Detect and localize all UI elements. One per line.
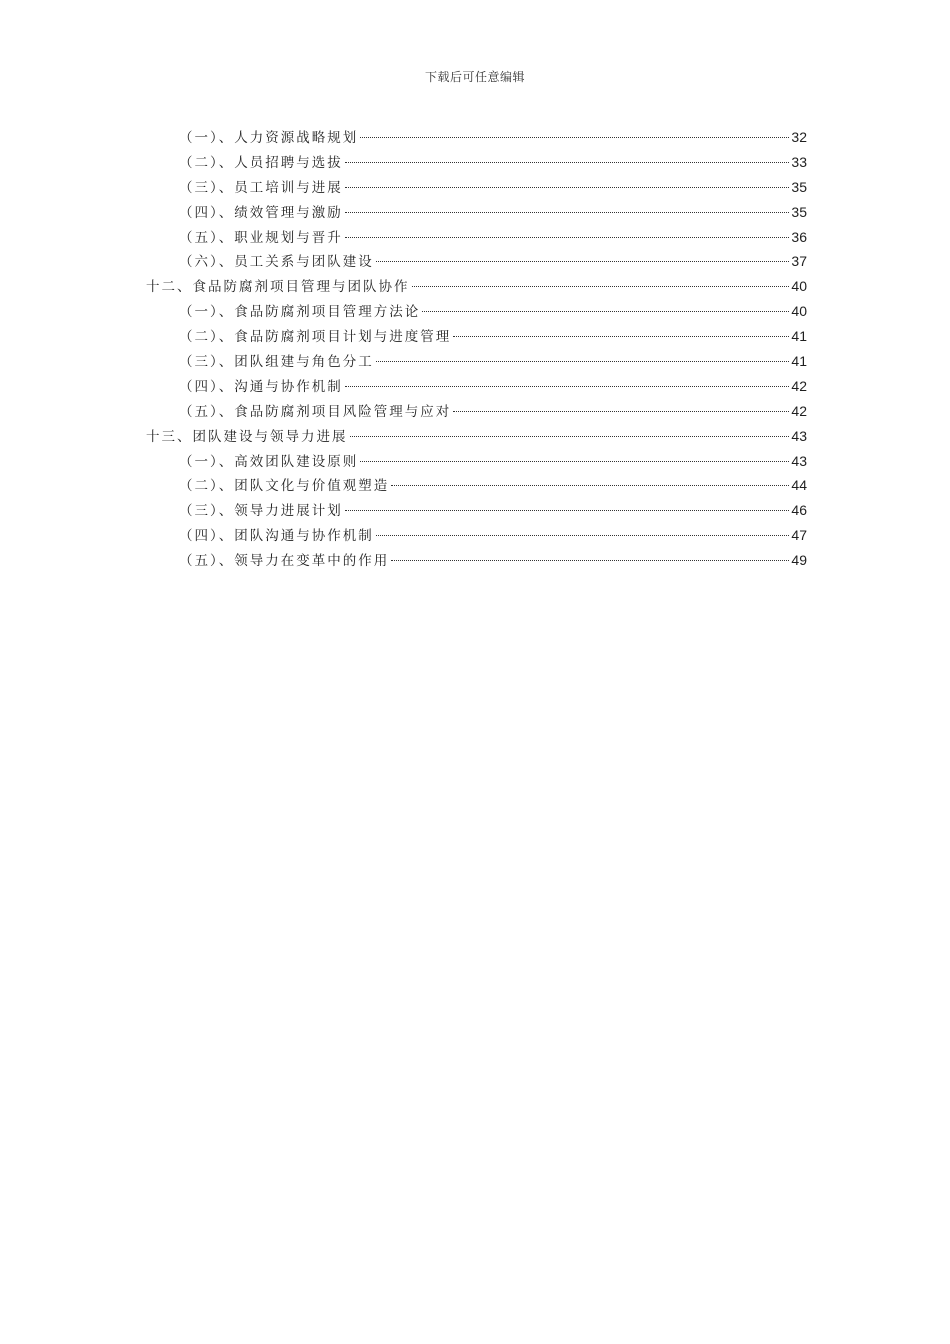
toc-entry[interactable] [146,349,807,374]
toc-entry[interactable] [146,249,807,274]
toc-entry-title: （五）、领导力在变革中的作用 [179,553,390,570]
toc-entry-title: （二）、团队文化与价值观塑造 [179,478,390,495]
toc-entry[interactable] [146,150,807,175]
toc-dot-leader [360,461,789,462]
toc-dot-leader [345,162,790,163]
toc-entry-page: 36 [791,228,807,245]
toc-entry-title: （三）、领导力进展计划 [179,503,343,520]
toc-dot-leader [350,436,790,437]
toc-entry-title: （一）、人力资源战略规划 [179,130,359,146]
toc-entry-page: 46 [791,502,807,519]
toc-entry[interactable] [146,548,807,573]
toc-entry[interactable] [146,324,807,349]
toc-dot-leader [376,361,790,362]
toc-entry[interactable] [146,125,807,150]
toc-entry-title: （五）、食品防腐剂项目风险管理与应对 [179,403,452,420]
toc-entry-title: （一）、食品防腐剂项目管理方法论 [179,304,421,321]
toc-entry[interactable] [146,399,807,424]
toc-entry-page: 43 [791,452,807,469]
toc-entry-title: 十三、团队建设与领导力进展 [146,428,348,445]
toc-entry[interactable] [146,449,807,474]
toc-chapter-entry[interactable] [146,274,807,299]
toc-entry-title: （四）、团队沟通与协作机制 [179,528,374,545]
toc-entry-title: （二）、人员招聘与选拔 [179,154,343,171]
toc-dot-leader [412,286,790,287]
toc-entry-page: 42 [791,402,807,419]
toc-entry-page: 37 [791,253,807,270]
toc-entry[interactable] [146,498,807,523]
toc-dot-leader [391,560,789,561]
toc-entry-page: 33 [791,153,807,170]
toc-dot-leader [345,237,790,238]
toc-entry[interactable] [146,374,807,399]
table-of-contents [146,125,807,573]
toc-entry-title: （四）、沟通与协作机制 [179,378,343,395]
toc-entry-page: 40 [791,303,807,320]
toc-entry-page: 44 [791,477,807,494]
toc-dot-leader [376,261,790,262]
toc-entry-page: 35 [791,203,807,220]
toc-dot-leader [360,137,789,138]
toc-entry-title: （三）、团队组建与角色分工 [179,354,374,371]
toc-dot-leader [453,411,789,412]
toc-dot-leader [345,386,790,387]
toc-entry-page: 43 [791,427,807,444]
toc-entry[interactable] [146,175,807,200]
toc-entry-title: （五）、职业规划与晋升 [179,229,343,246]
toc-entry-title: （二）、食品防腐剂项目计划与进度管理 [179,329,452,346]
toc-entry-title: 十二、食品防腐剂项目管理与团队协作 [146,279,410,296]
toc-chapter-entry[interactable] [146,424,807,449]
toc-dot-leader [345,510,790,511]
toc-entry-title: （一）、高效团队建设原则 [179,453,359,470]
toc-dot-leader [345,187,790,188]
toc-entry-page: 47 [791,527,807,544]
toc-dot-leader [376,535,790,536]
toc-dot-leader [391,485,789,486]
toc-entry[interactable] [146,523,807,548]
toc-entry-page: 41 [791,353,807,370]
toc-dot-leader [422,311,789,312]
toc-entry[interactable] [146,200,807,225]
page-header-note: 下载后可任意编辑 [424,70,525,84]
toc-dot-leader [345,212,790,213]
toc-dot-leader [453,336,789,337]
toc-entry-page: 40 [791,278,807,295]
toc-entry[interactable] [146,299,807,324]
toc-entry-title: （三）、员工培训与进展 [179,179,343,196]
toc-entry[interactable] [146,225,807,250]
toc-entry-title: （六）、员工关系与团队建设 [179,254,374,271]
toc-entry-title: （四）、绩效管理与激励 [179,204,343,221]
toc-entry-page: 41 [791,328,807,345]
toc-entry-page: 42 [791,377,807,394]
toc-entry-page: 32 [791,129,807,145]
toc-entry[interactable] [146,473,807,498]
toc-entry-page: 49 [791,552,807,569]
toc-entry-page: 35 [791,178,807,195]
